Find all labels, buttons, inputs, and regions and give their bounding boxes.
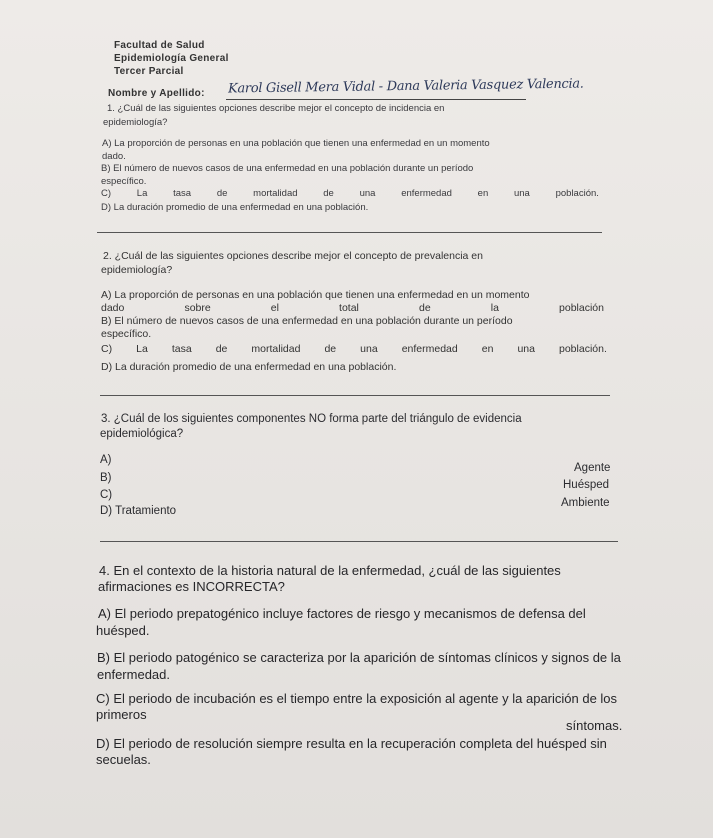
word: una bbox=[360, 343, 378, 355]
q1-prompt-line2: epidemiología? bbox=[103, 117, 168, 128]
q4-prompt-line2: afirmaciones es INCORRECTA? bbox=[98, 579, 285, 594]
q2-option-d: D) La duración promedio de una enfermedad en una población. bbox=[101, 361, 397, 373]
word: población. bbox=[555, 188, 599, 199]
q2-prompt-line1: 2. ¿Cuál de las siguientes opciones describe mejor el concepto de prevalencia en bbox=[103, 250, 483, 262]
word: dado bbox=[101, 302, 125, 314]
exam-title: Tercer Parcial bbox=[114, 66, 184, 77]
student-name-handwritten: Karol Gisell Mera Vidal - Dana Valeria Vasquez Valencia. bbox=[227, 76, 584, 97]
q1-option-b-line2: específico. bbox=[101, 176, 147, 187]
word: C) bbox=[101, 188, 112, 199]
q1-option-d: D) La duración promedio de una enfermedad en una población. bbox=[101, 202, 369, 213]
q4-option-c-line2: primeros bbox=[96, 707, 147, 722]
word: una bbox=[513, 188, 530, 199]
q4-option-d-line1: D) El periodo de resolución siempre resulta en la recuperación completa del huésped sin bbox=[96, 736, 607, 751]
q3-option-a-text: Agente bbox=[574, 462, 611, 474]
word: en bbox=[481, 343, 494, 355]
name-underline bbox=[226, 99, 526, 100]
separator-q3 bbox=[100, 541, 618, 542]
word: mortalidad bbox=[253, 188, 298, 199]
word: de bbox=[324, 343, 337, 355]
q4-option-a-line1: A) El periodo prepatogénico incluye factores de riesgo y mecanismos de defensa del bbox=[98, 606, 586, 621]
word: población. bbox=[559, 343, 607, 355]
q4-option-d-line2: secuelas. bbox=[96, 752, 151, 767]
separator-q1 bbox=[97, 232, 602, 233]
word: tasa bbox=[171, 343, 192, 355]
word: el bbox=[270, 302, 279, 314]
word: de bbox=[215, 343, 228, 355]
q4-option-c-line3: síntomas. bbox=[566, 718, 623, 733]
q3-option-b-label: B) bbox=[100, 472, 112, 484]
q4-option-b-line2: enfermedad. bbox=[97, 667, 170, 682]
word: de bbox=[216, 188, 228, 199]
q1-option-b-line1: B) El número de nuevos casos de una enfermedad en una población durante un período bbox=[101, 163, 474, 174]
q1-option-a-line2: dado. bbox=[102, 151, 126, 162]
name-label: Nombre y Apellido: bbox=[108, 88, 205, 99]
word: sobre bbox=[184, 302, 211, 314]
q4-option-b-line1: B) El periodo patogénico se caracteriza por la aparición de síntomas clínicos y signos de la bbox=[97, 650, 621, 665]
word: total bbox=[339, 302, 359, 314]
word: de bbox=[418, 302, 431, 314]
word: La bbox=[136, 343, 148, 355]
faculty-title: Facultad de Salud bbox=[114, 40, 205, 51]
word: de bbox=[323, 188, 334, 199]
q1-option-a-line1: A) La proporción de personas en una población que tienen una enfermedad en un momento bbox=[102, 138, 490, 149]
word: la bbox=[490, 302, 499, 314]
word: enfermedad bbox=[401, 343, 458, 355]
q3-option-b-text: Huésped bbox=[563, 479, 610, 491]
q4-option-c-line1: C) El periodo de incubación es el tiempo entre la exposición al agente y la aparición de los bbox=[96, 691, 618, 706]
q4-option-a-line2: huésped. bbox=[96, 623, 150, 638]
word: población bbox=[559, 302, 604, 314]
q3-prompt-line2: epidemiológica? bbox=[100, 428, 184, 440]
word: una bbox=[517, 343, 535, 355]
q2-option-a-line1: A) La proporción de personas en una población que tienen una enfermedad en un momento bbox=[101, 289, 530, 301]
word: La bbox=[136, 188, 148, 199]
q2-option-c bbox=[101, 343, 607, 355]
q2-prompt-line2: epidemiología? bbox=[101, 264, 173, 276]
q2-option-a-line2 bbox=[101, 302, 604, 314]
q3-option-c-label: C) bbox=[100, 489, 113, 501]
q1-prompt-line1: 1. ¿Cuál de las siguientes opciones describe mejor el concepto de incidencia en bbox=[107, 103, 445, 114]
q2-option-b-line2: específico. bbox=[101, 328, 152, 340]
course-title: Epidemiología General bbox=[114, 53, 229, 64]
q3-prompt-line1: 3. ¿Cuál de los siguientes componentes NO forma parte del triángulo de evidencia bbox=[101, 413, 522, 425]
q3-option-d: D) Tratamiento bbox=[100, 505, 177, 517]
separator-q2 bbox=[100, 395, 610, 396]
q3-option-a-label: A) bbox=[100, 454, 112, 466]
word: C) bbox=[101, 343, 113, 355]
word: tasa bbox=[173, 188, 192, 199]
word: enfermedad bbox=[401, 188, 452, 199]
q1-option-c bbox=[101, 188, 599, 199]
q3-option-c-text: Ambiente bbox=[561, 497, 610, 509]
word: en bbox=[477, 188, 489, 199]
q2-option-b-line1: B) El número de nuevos casos de una enfermedad en una población durante un período bbox=[101, 315, 513, 327]
q4-prompt-line1: 4. En el contexto de la historia natural de la enfermedad, ¿cuál de las siguientes bbox=[99, 563, 561, 578]
word: mortalidad bbox=[251, 343, 301, 355]
word: una bbox=[359, 188, 376, 199]
